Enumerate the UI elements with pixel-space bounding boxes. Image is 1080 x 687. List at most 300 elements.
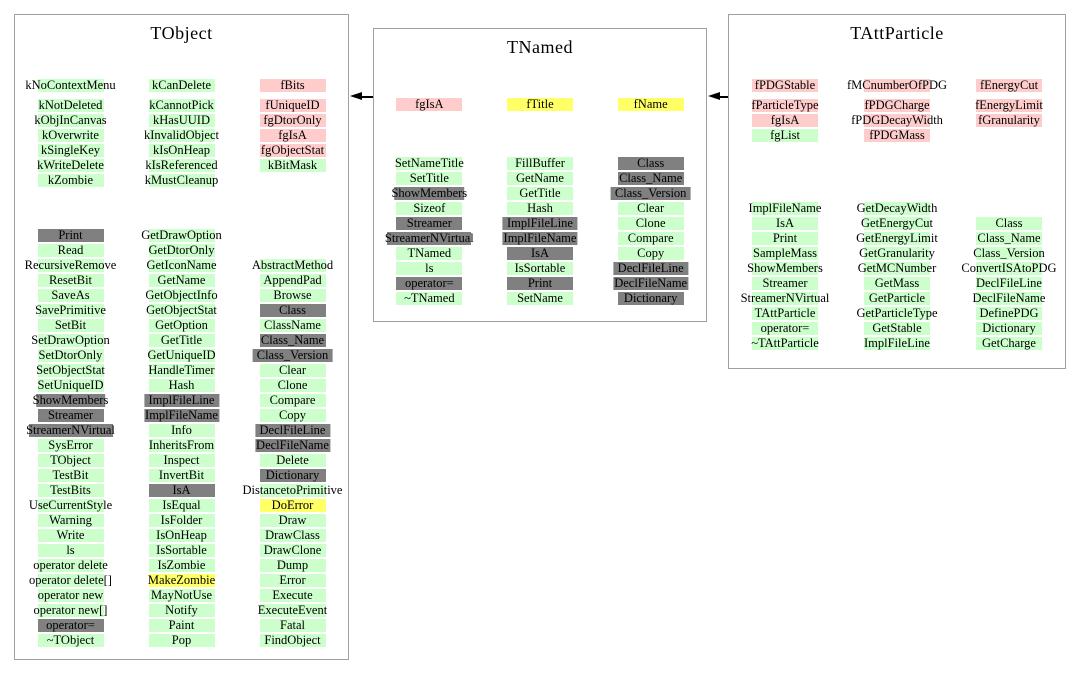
cell-label: Clone	[277, 378, 308, 392]
diagram-cell	[729, 201, 841, 216]
diagram-cell	[237, 513, 348, 528]
cell-label: Info	[171, 423, 192, 437]
method-column	[126, 228, 237, 648]
cell-label: DeclFileLine	[976, 276, 1042, 290]
cell-label: SetUniqueID	[37, 378, 104, 392]
cell-label: fgIsA	[415, 97, 444, 111]
cell-label: Print	[772, 231, 798, 245]
cell-label: SampleMass	[753, 246, 817, 260]
diagram-cell	[953, 246, 1065, 261]
diagram-cell	[841, 261, 953, 276]
cell-label: Delete	[276, 453, 309, 467]
diagram-cell	[595, 97, 706, 112]
cell-label: fMCnumberOfPDG	[847, 78, 947, 92]
diagram-cell	[237, 528, 348, 543]
diagram-cell	[126, 633, 237, 648]
cell-label: GetStable	[872, 321, 922, 335]
diagram-cell	[953, 261, 1065, 276]
cell-label: InheritsFrom	[148, 438, 215, 452]
diagram-cell	[485, 291, 596, 306]
diagram-cell	[126, 243, 237, 258]
member-group	[126, 98, 237, 188]
cell-label: kNotDeleted	[38, 98, 103, 112]
cell-label: IsFolder	[160, 513, 203, 527]
cell-label: StreamerNVirtual	[384, 231, 474, 245]
diagram-cell	[485, 171, 596, 186]
diagram-cell	[729, 231, 841, 246]
diagram-cell	[126, 588, 237, 603]
diagram-cell	[126, 348, 237, 363]
diagram-cell	[15, 258, 126, 273]
member-group	[841, 98, 953, 143]
diagram-cell	[953, 78, 1065, 93]
cell-label: Streamer	[762, 276, 808, 290]
cell-label: Class_Version	[256, 348, 329, 362]
cell-label: IsZombie	[157, 558, 206, 572]
diagram-cell	[237, 543, 348, 558]
cell-label: GetCharge	[982, 336, 1036, 350]
cell-label: Class_Version	[973, 246, 1045, 260]
cell-label: Dictionary	[265, 468, 320, 482]
member-group	[953, 98, 1065, 128]
tobject-method-list	[15, 228, 348, 648]
diagram-cell	[237, 603, 348, 618]
cell-label: GetIconName	[146, 258, 217, 272]
cell-label: FindObject	[264, 633, 321, 647]
diagram-cell	[374, 201, 485, 216]
diagram-cell	[15, 378, 126, 393]
diagram-cell	[841, 201, 953, 216]
cell-label: Draw	[278, 513, 307, 527]
cell-label: ls	[66, 543, 75, 557]
cell-label: Notify	[165, 603, 198, 617]
cell-label: GetUniqueID	[147, 348, 216, 362]
cell-label: fPDGStable	[754, 78, 816, 92]
cell-label: Read	[57, 243, 84, 257]
cell-label: SysError	[48, 438, 93, 452]
diagram-cell	[126, 603, 237, 618]
cell-label: fgIsA	[770, 113, 800, 127]
cell-label: DeclFileLine	[259, 423, 326, 437]
diagram-cell	[126, 258, 237, 273]
cell-label: kZombie	[47, 173, 94, 187]
diagram-cell	[15, 528, 126, 543]
cell-label: HandleTimer	[148, 363, 215, 377]
cell-label: SavePrimitive	[35, 303, 106, 317]
diagram-cell	[126, 333, 237, 348]
cell-label: kCannotPick	[149, 98, 214, 112]
diagram-cell	[15, 588, 126, 603]
cell-label: operator=	[46, 618, 95, 632]
cell-label: Write	[56, 528, 85, 542]
diagram-cell	[953, 321, 1065, 336]
diagram-cell	[126, 288, 237, 303]
member-column	[15, 78, 126, 188]
diagram-cell	[485, 186, 596, 201]
cell-label: Class_Name	[260, 333, 325, 347]
diagram-cell	[953, 231, 1065, 246]
member-group	[126, 78, 237, 93]
cell-label: Dump	[276, 558, 309, 572]
diagram-cell	[126, 408, 237, 423]
cell-label: Clone	[635, 216, 666, 230]
cell-label: IsA	[172, 483, 191, 497]
cell-label: kBitMask	[267, 158, 318, 172]
diagram-cell	[237, 438, 348, 453]
cell-label: IsEqual	[162, 498, 201, 512]
diagram-cell	[15, 618, 126, 633]
diagram-cell	[729, 98, 841, 113]
diagram-cell	[126, 528, 237, 543]
diagram-cell	[374, 216, 485, 231]
diagram-cell	[126, 303, 237, 318]
diagram-cell	[841, 306, 953, 321]
member-group	[15, 98, 126, 188]
diagram-cell	[237, 318, 348, 333]
cell-label: ShowMembers	[32, 393, 109, 407]
cell-label: TestBit	[52, 468, 89, 482]
diagram-cell	[237, 78, 348, 93]
diagram-cell	[126, 438, 237, 453]
diagram-cell	[595, 261, 706, 276]
diagram-cell	[15, 543, 126, 558]
diagram-cell	[126, 468, 237, 483]
diagram-cell	[595, 186, 706, 201]
diagram-cell	[953, 113, 1065, 128]
diagram-cell	[126, 453, 237, 468]
arrow-shaft	[717, 96, 728, 98]
cell-label: fParticleType	[751, 98, 819, 112]
cell-label: Browse	[273, 288, 312, 302]
cell-label: ImplFileLine	[148, 393, 215, 407]
diagram-cell	[126, 483, 237, 498]
class-title-tattparticle: TAttParticle	[850, 23, 944, 43]
diagram-cell	[15, 513, 126, 528]
diagram-cell	[237, 98, 348, 113]
cell-label: DeclFileLine	[617, 261, 684, 275]
diagram-cell	[126, 158, 237, 173]
cell-label: GetEnergyCut	[861, 216, 933, 230]
cell-label: operator delete[]	[29, 573, 112, 587]
cell-label: fName	[633, 97, 668, 111]
cell-label: GetMass	[874, 276, 920, 290]
diagram-cell	[237, 258, 348, 273]
inheritance-arrow-tnamed-to-tobject	[350, 92, 373, 101]
cell-label: kMustCleanup	[144, 173, 219, 187]
diagram-cell	[15, 158, 126, 173]
cell-label: fgObjectStat	[260, 143, 325, 157]
diagram-cell	[374, 261, 485, 276]
cell-label: operator delete	[33, 558, 108, 572]
cell-label: RecursiveRemove	[24, 258, 117, 272]
diagram-cell	[126, 228, 237, 243]
diagram-cell	[841, 113, 953, 128]
diagram-cell	[237, 393, 348, 408]
method-column	[15, 228, 126, 648]
diagram-cell	[15, 558, 126, 573]
diagram-cell	[485, 97, 596, 112]
cell-label: GetObjectStat	[146, 303, 217, 317]
diagram-cell	[237, 113, 348, 128]
diagram-cell	[374, 246, 485, 261]
member-group	[237, 78, 348, 93]
cell-label: GetMCNumber	[857, 261, 937, 275]
diagram-cell	[237, 423, 348, 438]
cell-label: ~TNamed	[404, 291, 455, 305]
diagram-cell	[237, 633, 348, 648]
cell-label: Execute	[272, 588, 313, 602]
diagram-cell	[126, 573, 237, 588]
cell-label: SetTitle	[409, 171, 449, 185]
diagram-cell	[841, 231, 953, 246]
cell-label: TestBits	[50, 483, 91, 497]
cell-label: fPDGDecayWidth	[851, 113, 943, 127]
cell-label: fgList	[770, 128, 800, 142]
cell-label: Class_Version	[614, 186, 687, 200]
diagram-cell	[595, 171, 706, 186]
diagram-cell	[595, 201, 706, 216]
diagram-cell	[374, 186, 485, 201]
cell-label: ShowMembers	[391, 186, 468, 200]
diagram-cell	[15, 333, 126, 348]
class-title-tnamed: TNamed	[507, 37, 573, 57]
cell-label: GetDecayWidth	[856, 201, 938, 215]
diagram-cell	[841, 246, 953, 261]
diagram-cell	[237, 453, 348, 468]
cell-label: AppendPad	[263, 273, 322, 287]
cell-label: Paint	[168, 618, 195, 632]
diagram-cell	[841, 78, 953, 93]
diagram-cell	[237, 143, 348, 158]
cell-label: Streamer	[406, 216, 452, 230]
cell-label: SetBit	[54, 318, 87, 332]
cell-label: Warning	[49, 513, 92, 527]
diagram-cell	[15, 483, 126, 498]
cell-label: fTitle	[526, 97, 554, 111]
member-column	[595, 97, 706, 112]
diagram-cell	[15, 393, 126, 408]
diagram-cell	[729, 128, 841, 143]
diagram-cell	[237, 618, 348, 633]
cell-label: ImplFileLine	[864, 336, 930, 350]
diagram-cell	[237, 498, 348, 513]
cell-label: fgIsA	[278, 128, 307, 142]
diagram-cell	[729, 291, 841, 306]
cell-label: operator new[]	[33, 603, 108, 617]
diagram-cell	[15, 633, 126, 648]
method-column	[237, 258, 348, 648]
cell-label: GetGranularity	[859, 246, 935, 260]
cell-label: FillBuffer	[515, 156, 565, 170]
cell-label: AbstractMethod	[251, 258, 334, 272]
diagram-cell	[237, 558, 348, 573]
cell-label: fBits	[280, 78, 305, 92]
cell-label: Compare	[269, 393, 316, 407]
cell-label: ImplFileLine	[507, 216, 573, 230]
member-column	[841, 78, 953, 143]
cell-label: ImplFileName	[503, 231, 577, 245]
diagram-cell	[729, 113, 841, 128]
class-title-tobject: TObject	[150, 23, 213, 43]
diagram-cell	[126, 513, 237, 528]
diagram-cell	[595, 276, 706, 291]
cell-label: ClassName	[264, 318, 321, 332]
method-column	[841, 201, 953, 351]
cell-label: GetName	[516, 171, 564, 185]
cell-label: Inspect	[163, 453, 200, 467]
cell-label: kCanDelete	[151, 78, 211, 92]
cell-label: kIsOnHeap	[153, 143, 210, 157]
diagram-cell	[15, 288, 126, 303]
cell-label: TAttParticle	[754, 306, 816, 320]
diagram-cell	[953, 216, 1065, 231]
diagram-cell	[485, 156, 596, 171]
diagram-cell	[15, 143, 126, 158]
cell-label: IsOnHeap	[156, 528, 207, 542]
diagram-cell	[15, 273, 126, 288]
cell-label: GetEnergyLimit	[856, 231, 938, 245]
tobject-member-list	[15, 78, 348, 188]
diagram-cell	[126, 78, 237, 93]
member-column	[374, 97, 485, 112]
diagram-cell	[15, 498, 126, 513]
cell-label: kObjInCanvas	[34, 113, 107, 127]
cell-label: SetObjectStat	[36, 363, 105, 377]
cell-label: DrawClone	[263, 543, 322, 557]
cell-label: Dictionary	[623, 291, 678, 305]
cell-label: operator=	[404, 276, 454, 290]
diagram-cell	[374, 156, 485, 171]
diagram-cell	[15, 318, 126, 333]
diagram-cell	[841, 291, 953, 306]
cell-label: IsSortable	[514, 261, 566, 275]
cell-label: Class_Name	[977, 231, 1041, 245]
diagram-cell	[126, 498, 237, 513]
member-column	[485, 97, 596, 112]
cell-label: Print	[527, 276, 553, 290]
method-column	[729, 201, 841, 351]
cell-label: DistancetoPrimitive	[242, 483, 343, 497]
member-group	[841, 78, 953, 93]
cell-label: ~TObject	[46, 633, 95, 647]
diagram-cell	[126, 393, 237, 408]
cell-label: Sizeof	[413, 201, 446, 215]
diagram-cell	[126, 318, 237, 333]
cell-label: ImplFileName	[145, 408, 218, 422]
diagram-cell	[485, 276, 596, 291]
diagram-cell	[15, 228, 126, 243]
arrow-shaft	[359, 96, 373, 98]
diagram-cell	[237, 288, 348, 303]
cell-label: IsA	[530, 246, 550, 260]
diagram-cell	[237, 333, 348, 348]
diagram-cell	[595, 231, 706, 246]
cell-label: Fatal	[280, 618, 305, 632]
cell-label: GetName	[157, 273, 206, 287]
diagram-cell	[237, 408, 348, 423]
cell-label: DoError	[271, 498, 314, 512]
class-box-tobject	[14, 14, 349, 660]
diagram-cell	[126, 273, 237, 288]
cell-label: Pop	[171, 633, 192, 647]
diagram-cell	[237, 378, 348, 393]
cell-label: GetTitle	[160, 333, 203, 347]
cell-label: DeclFileName	[972, 291, 1046, 305]
cell-label: fGranularity	[978, 113, 1040, 127]
diagram-cell	[237, 573, 348, 588]
cell-label: GetDtorOnly	[148, 243, 215, 257]
tattparticle-member-list	[729, 78, 1065, 143]
diagram-cell	[15, 173, 126, 188]
member-group	[595, 97, 706, 112]
cell-label: DeclFileName	[256, 438, 329, 452]
cell-label: SaveAs	[51, 288, 90, 302]
diagram-cell	[126, 98, 237, 113]
cell-label: Clear	[278, 363, 307, 377]
member-group	[15, 78, 126, 93]
cell-label: Dictionary	[982, 321, 1036, 335]
cell-label: Class	[995, 216, 1023, 230]
cell-label: StreamerNVirtual	[26, 423, 115, 437]
diagram-cell	[237, 303, 348, 318]
cell-label: kOverwrite	[42, 128, 99, 142]
cell-label: Copy	[278, 408, 307, 422]
diagram-cell	[126, 363, 237, 378]
cell-label: Copy	[637, 246, 665, 260]
diagram-cell	[15, 573, 126, 588]
method-column	[374, 156, 485, 306]
cell-label: kWriteDelete	[37, 158, 104, 172]
cell-label: fEnergyLimit	[975, 98, 1043, 112]
diagram-cell	[485, 216, 596, 231]
cell-label: fEnergyCut	[979, 78, 1039, 92]
diagram-cell	[729, 276, 841, 291]
class-box-tattparticle	[728, 14, 1066, 369]
diagram-cell	[237, 363, 348, 378]
diagram-cell	[485, 231, 596, 246]
diagram-cell	[126, 173, 237, 188]
diagram-cell	[953, 336, 1065, 351]
tattparticle-method-list	[729, 201, 1065, 351]
cell-label: IsSortable	[156, 543, 207, 557]
diagram-cell	[15, 113, 126, 128]
cell-label: GetParticleType	[856, 306, 938, 320]
member-column	[953, 78, 1065, 143]
cell-label: DefinePDG	[979, 306, 1039, 320]
diagram-cell	[374, 276, 485, 291]
cell-label: ~TAttParticle	[751, 336, 819, 350]
cell-label: Hash	[527, 201, 553, 215]
cell-label: fgDtorOnly	[263, 113, 322, 127]
diagram-cell	[485, 201, 596, 216]
diagram-cell	[595, 246, 706, 261]
diagram-cell	[126, 558, 237, 573]
member-column	[729, 78, 841, 143]
cell-label: GetOption	[155, 318, 208, 332]
diagram-cell	[237, 468, 348, 483]
diagram-cell	[15, 243, 126, 258]
diagram-cell	[237, 158, 348, 173]
cell-label: operator=	[760, 321, 810, 335]
cell-label: DrawClass	[265, 528, 320, 542]
cell-label: GetParticle	[868, 291, 926, 305]
member-group	[729, 78, 841, 93]
member-group	[485, 97, 596, 112]
diagram-cell	[237, 273, 348, 288]
cell-label: fPDGCharge	[864, 98, 930, 112]
diagram-cell	[953, 276, 1065, 291]
diagram-cell	[126, 423, 237, 438]
